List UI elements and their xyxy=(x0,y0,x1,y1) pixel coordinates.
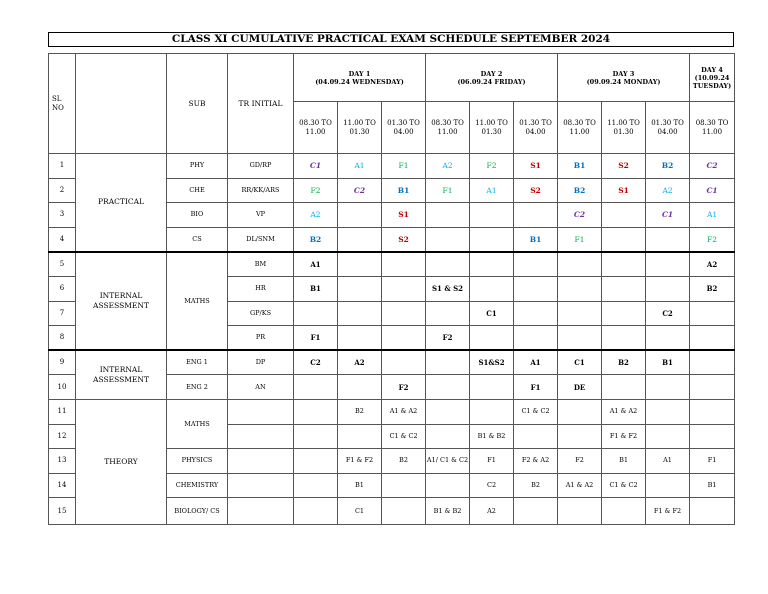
day-date: (06.09.24 FRIDAY) xyxy=(457,77,526,86)
schedule-cell: A1 xyxy=(646,449,690,474)
day-name: DAY 4 xyxy=(701,65,723,74)
schedule-cell xyxy=(558,301,602,326)
day-name: DAY 1 xyxy=(348,69,371,78)
schedule-cell xyxy=(514,203,558,228)
time-slot: 08.30 TO 11.00 xyxy=(558,102,602,154)
schedule-cell: B2 xyxy=(514,473,558,498)
sl-no: 1 xyxy=(49,154,76,179)
schedule-cell xyxy=(426,301,470,326)
schedule-cell xyxy=(426,203,470,228)
subject: PHY xyxy=(167,154,228,179)
schedule-cell xyxy=(514,276,558,301)
schedule-cell xyxy=(602,203,646,228)
sl-no: 8 xyxy=(49,326,76,351)
schedule-cell xyxy=(470,227,514,252)
time-slot: 08.30 TO 11.00 xyxy=(690,102,735,154)
schedule-cell: A1 & A2 xyxy=(602,399,646,424)
time-slot: 11.00 TO 01.30 xyxy=(338,102,382,154)
tr-initial: DP xyxy=(228,350,294,375)
schedule-cell: C1 xyxy=(646,203,690,228)
sl-no: 6 xyxy=(49,276,76,301)
time-slot: 01.30 TO 04.00 xyxy=(514,102,558,154)
schedule-cell xyxy=(602,326,646,351)
schedule-cell xyxy=(426,375,470,400)
group-label: THEORY xyxy=(76,399,167,524)
schedule-cell xyxy=(382,498,426,525)
schedule-cell: A1 xyxy=(690,203,735,228)
schedule-cell: S2 xyxy=(602,154,646,179)
schedule-cell: S1 xyxy=(602,178,646,203)
schedule-cell xyxy=(294,301,338,326)
schedule-cell: F2 xyxy=(470,154,514,179)
table-row xyxy=(49,252,735,277)
schedule-cell: B1 xyxy=(514,227,558,252)
schedule-cell xyxy=(470,375,514,400)
day-date: (04.09.24 WEDNESDAY) xyxy=(315,77,404,86)
schedule-cell xyxy=(558,424,602,449)
sl-no: 2 xyxy=(49,178,76,203)
sl-no: 12 xyxy=(49,424,76,449)
group-label: INTERNAL ASSESSMENT xyxy=(76,350,167,399)
schedule-cell: A1 xyxy=(514,350,558,375)
schedule-cell: B1 xyxy=(646,350,690,375)
schedule-cell xyxy=(470,399,514,424)
schedule-cell xyxy=(338,424,382,449)
time-slot: 11.00 TO 01.30 xyxy=(470,102,514,154)
schedule-cell xyxy=(426,399,470,424)
schedule-cell xyxy=(558,498,602,525)
schedule-cell: F1 xyxy=(514,375,558,400)
schedule-cell: S1 & S2 xyxy=(426,276,470,301)
schedule-cell: F1 xyxy=(426,178,470,203)
schedule-cell xyxy=(470,252,514,277)
schedule-cell: F1 & F2 xyxy=(338,449,382,474)
tr-initial: HR xyxy=(228,276,294,301)
schedule-cell: C1 xyxy=(690,178,735,203)
schedule-cell xyxy=(294,399,338,424)
schedule-cell xyxy=(426,424,470,449)
schedule-cell xyxy=(690,424,735,449)
schedule-cell xyxy=(646,473,690,498)
schedule-cell: B1 & B2 xyxy=(426,498,470,525)
subject: CHE xyxy=(167,178,228,203)
schedule-cell: B2 xyxy=(294,227,338,252)
schedule-cell: C2 xyxy=(558,203,602,228)
header-blank xyxy=(76,54,167,154)
schedule-cell xyxy=(382,301,426,326)
schedule-cell xyxy=(382,252,426,277)
schedule-cell: C1 xyxy=(558,350,602,375)
sl-no: 3 xyxy=(49,203,76,228)
schedule-table xyxy=(48,53,735,525)
tr-initial: PR xyxy=(228,326,294,351)
schedule-cell: B2 xyxy=(646,154,690,179)
subject: MATHS xyxy=(167,252,228,350)
schedule-cell: F1 & F2 xyxy=(646,498,690,525)
group-label: PRACTICAL xyxy=(76,154,167,252)
schedule-cell xyxy=(602,276,646,301)
schedule-cell xyxy=(514,252,558,277)
schedule-cell xyxy=(338,276,382,301)
tr-initial xyxy=(228,399,294,424)
schedule-cell xyxy=(382,473,426,498)
header-day-4 xyxy=(690,54,735,102)
header-tr-initial: TR INITIAL xyxy=(228,54,294,154)
schedule-cell xyxy=(646,227,690,252)
schedule-cell: C2 xyxy=(470,473,514,498)
schedule-cell: C1 xyxy=(470,301,514,326)
schedule-cell xyxy=(558,399,602,424)
tr-initial: GD/RP xyxy=(228,154,294,179)
schedule-cell: F2 xyxy=(558,449,602,474)
schedule-cell xyxy=(382,350,426,375)
schedule-cell xyxy=(294,498,338,525)
schedule-cell xyxy=(602,498,646,525)
schedule-cell xyxy=(646,252,690,277)
schedule-cell: B2 xyxy=(690,276,735,301)
subject: BIO xyxy=(167,203,228,228)
schedule-cell: A1 & A2 xyxy=(558,473,602,498)
schedule-cell: S2 xyxy=(382,227,426,252)
schedule-cell xyxy=(338,301,382,326)
schedule-cell: C1 xyxy=(294,154,338,179)
schedule-cell: A2 xyxy=(646,178,690,203)
schedule-cell: B1 xyxy=(690,473,735,498)
schedule-cell: F2 xyxy=(690,227,735,252)
schedule-cell: F2 & A2 xyxy=(514,449,558,474)
schedule-cell xyxy=(294,449,338,474)
schedule-cell xyxy=(690,301,735,326)
subject: MATHS xyxy=(167,399,228,448)
schedule-cell: F1 xyxy=(294,326,338,351)
schedule-cell: C2 xyxy=(294,350,338,375)
header-sl-no: SL NO xyxy=(49,54,76,154)
schedule-cell xyxy=(338,203,382,228)
schedule-cell: F1 xyxy=(690,449,735,474)
sl-no: 13 xyxy=(49,449,76,474)
schedule-cell: A2 xyxy=(294,203,338,228)
schedule-cell xyxy=(338,227,382,252)
schedule-cell: F2 xyxy=(426,326,470,351)
subject: BIOLOGY/ CS xyxy=(167,498,228,525)
schedule-cell: B1 xyxy=(602,449,646,474)
schedule-cell: A1 xyxy=(338,154,382,179)
schedule-cell xyxy=(558,252,602,277)
schedule-cell xyxy=(382,276,426,301)
schedule-cell: C2 xyxy=(646,301,690,326)
schedule-cell: C1 & C2 xyxy=(602,473,646,498)
schedule-cell: A1/ C1 & C2 xyxy=(426,449,470,474)
sl-no: 9 xyxy=(49,350,76,375)
tr-initial: RR/KK/ARS xyxy=(228,178,294,203)
table-row xyxy=(49,399,735,424)
schedule-cell: C2 xyxy=(690,154,735,179)
schedule-cell xyxy=(514,326,558,351)
schedule-cell: F2 xyxy=(294,178,338,203)
schedule-cell xyxy=(338,326,382,351)
schedule-cell xyxy=(646,326,690,351)
schedule-cell: B1 xyxy=(294,276,338,301)
day-date: (10.09.24 TUESDAY) xyxy=(692,73,732,90)
subject: CS xyxy=(167,227,228,252)
schedule-cell xyxy=(470,203,514,228)
schedule-cell xyxy=(382,326,426,351)
sl-no: 10 xyxy=(49,375,76,400)
schedule-cell xyxy=(294,473,338,498)
tr-initial xyxy=(228,449,294,474)
schedule-cell xyxy=(646,375,690,400)
schedule-cell: S2 xyxy=(514,178,558,203)
schedule-cell xyxy=(690,350,735,375)
schedule-cell: F2 xyxy=(382,375,426,400)
header-day-2 xyxy=(426,54,558,102)
schedule-cell: B2 xyxy=(558,178,602,203)
schedule-cell: C1 & C2 xyxy=(382,424,426,449)
sl-no: 15 xyxy=(49,498,76,525)
page-title: CLASS XI CUMULATIVE PRACTICAL EXAM SCHEDULE SEPTEMBER 2024 xyxy=(48,32,734,47)
time-slot: 01.30 TO 04.00 xyxy=(382,102,426,154)
header-day-3 xyxy=(558,54,690,102)
schedule-cell xyxy=(470,276,514,301)
tr-initial xyxy=(228,473,294,498)
schedule-cell xyxy=(514,498,558,525)
schedule-cell: A2 xyxy=(690,252,735,277)
schedule-cell: DE xyxy=(558,375,602,400)
schedule-cell: S1&S2 xyxy=(470,350,514,375)
day-name: DAY 2 xyxy=(480,69,503,78)
schedule-cell: B2 xyxy=(602,350,646,375)
tr-initial xyxy=(228,498,294,525)
time-slot: 11.00 TO 01.30 xyxy=(602,102,646,154)
schedule-cell xyxy=(294,424,338,449)
schedule-cell: A1 xyxy=(470,178,514,203)
schedule-cell xyxy=(338,375,382,400)
schedule-cell: B1 xyxy=(558,154,602,179)
tr-initial xyxy=(228,424,294,449)
schedule-cell: A2 xyxy=(338,350,382,375)
time-slot: 01.30 TO 04.00 xyxy=(646,102,690,154)
schedule-cell xyxy=(646,276,690,301)
schedule-cell xyxy=(426,350,470,375)
time-slot: 08.30 TO 11.00 xyxy=(294,102,338,154)
schedule-cell: A1 & A2 xyxy=(382,399,426,424)
subject: PHYSICS xyxy=(167,449,228,474)
tr-initial: DL/SNM xyxy=(228,227,294,252)
tr-initial: BM xyxy=(228,252,294,277)
tr-initial: VP xyxy=(228,203,294,228)
schedule-cell: F1 xyxy=(470,449,514,474)
schedule-cell xyxy=(602,375,646,400)
schedule-cell xyxy=(426,473,470,498)
schedule-cell: S1 xyxy=(514,154,558,179)
schedule-cell xyxy=(426,252,470,277)
schedule-cell: C1 & C2 xyxy=(514,399,558,424)
day-name: DAY 3 xyxy=(612,69,635,78)
table-row xyxy=(49,154,735,179)
subject: ENG 1 xyxy=(167,350,228,375)
time-slot: 08.30 TO 11.00 xyxy=(426,102,470,154)
schedule-cell: C2 xyxy=(338,178,382,203)
header-day-1 xyxy=(294,54,426,102)
day-date: (09.09.24 MONDAY) xyxy=(586,77,661,86)
sl-no: 7 xyxy=(49,301,76,326)
subject: CHEMISTRY xyxy=(167,473,228,498)
schedule-cell: B2 xyxy=(338,399,382,424)
schedule-cell xyxy=(690,326,735,351)
sl-no: 11 xyxy=(49,399,76,424)
subject: ENG 2 xyxy=(167,375,228,400)
schedule-cell xyxy=(646,424,690,449)
schedule-cell: F1 & F2 xyxy=(602,424,646,449)
schedule-cell xyxy=(558,326,602,351)
schedule-cell xyxy=(338,252,382,277)
schedule-cell: B1 xyxy=(338,473,382,498)
schedule-cell xyxy=(426,227,470,252)
tr-initial: AN xyxy=(228,375,294,400)
schedule-cell xyxy=(602,227,646,252)
schedule-cell xyxy=(514,301,558,326)
schedule-cell: C1 xyxy=(338,498,382,525)
schedule-cell: A2 xyxy=(470,498,514,525)
schedule-cell: F1 xyxy=(382,154,426,179)
header-row-days xyxy=(49,54,735,102)
sl-no: 4 xyxy=(49,227,76,252)
schedule-cell xyxy=(558,276,602,301)
sl-no: 5 xyxy=(49,252,76,277)
schedule-cell xyxy=(646,399,690,424)
schedule-cell: S1 xyxy=(382,203,426,228)
schedule-cell: B2 xyxy=(382,449,426,474)
sl-no: 14 xyxy=(49,473,76,498)
schedule-cell xyxy=(602,252,646,277)
schedule-cell xyxy=(470,326,514,351)
schedule-cell: B1 xyxy=(382,178,426,203)
schedule-cell xyxy=(602,301,646,326)
schedule-cell xyxy=(514,424,558,449)
schedule-cell: A2 xyxy=(426,154,470,179)
tr-initial: GP/KS xyxy=(228,301,294,326)
schedule-cell: A1 xyxy=(294,252,338,277)
table-row xyxy=(49,350,735,375)
schedule-cell: F1 xyxy=(558,227,602,252)
schedule-cell: B1 & B2 xyxy=(470,424,514,449)
schedule-cell xyxy=(690,498,735,525)
schedule-cell xyxy=(690,375,735,400)
schedule-cell xyxy=(294,375,338,400)
group-label: INTERNAL ASSESSMENT xyxy=(76,252,167,350)
schedule-cell xyxy=(690,399,735,424)
header-sub: SUB xyxy=(167,54,228,154)
